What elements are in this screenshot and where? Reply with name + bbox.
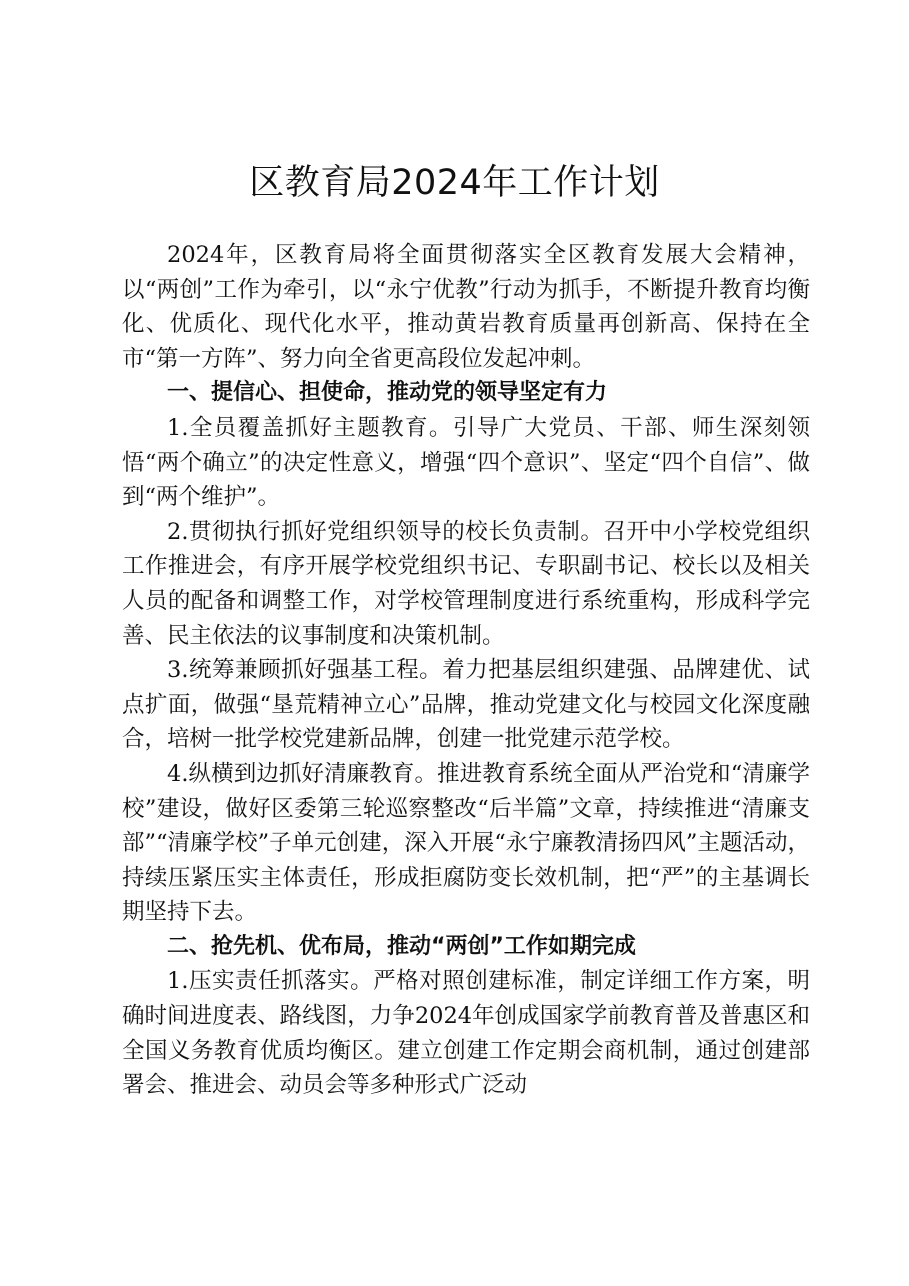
paragraph-1-1: 1.全员覆盖抓好主题教育。引导广大党员、干部、师生深刻领悟“两个确立”的决定性意义，增强“四个意识”、坚定“四个自信”、做到“两个维护”。 (122, 414, 810, 511)
paragraph-2-1: 1.压实责任抓落实。严格对照创建标准，制定详细工作方案，明确时间进度表、路线图，力争2024年创成国家学前教育普及普惠区和全国义务教育优质均衡区。建立创建工作定期会商机制，通过创建部署会、推进会、动员会等多种形式广泛动 (122, 968, 810, 1099)
section-heading-2: 二、抢先机、优布局，推动“两创”工作如期完成 (167, 933, 636, 959)
paragraph-1-4: 4.纵横到边抓好清廉教育。推进教育系统全面从严治党和“清廉学校”建设，做好区委第三轮巡察整改“后半篇”文章，持续推进“清廉支部”“清廉学校”子单元创建，深入开展“永宁廉教清扬四风”主题活动，持续压紧压实主体责任，形成拒腐防变长效机制，把“严”的主基调长期坚持下去。 (122, 760, 810, 926)
document-body (122, 238, 810, 1103)
document-title: 区教育局2024年工作计划 (249, 163, 660, 203)
section-heading-1: 一、提信心、担使命，推动党的领导坚定有力 (167, 380, 608, 406)
paragraph-1-3: 3.统筹兼顾抓好强基工程。着力把基层组织建强、品牌建优、试点扩面，做强“垦荒精神立心”品牌，推动党建文化与校园文化深度融合，培树一批学校党建新品牌，创建一批党建示范学校。 (122, 657, 810, 753)
intro-paragraph: 2024年，区教育局将全面贯彻落实全区教育发展大会精神，以“两创”工作为牵引，以“永宁优教”行动为抓手，不断提升教育均衡化、优质化、现代化水平，推动黄岩教育质量再创新高、保持在全市“第一方阵”、努力向全省更高段位发起冲刺。 (122, 242, 810, 372)
paragraph-1-2: 2.贯彻执行抓好党组织领导的校长负责制。召开中小学校党组织工作推进会，有序开展学校党组织书记、专职副书记、校长以及相关人员的配备和调整工作，对学校管理制度进行系统重构，形成科学完善、民主依法的议事制度和决策机制。 (122, 518, 810, 649)
